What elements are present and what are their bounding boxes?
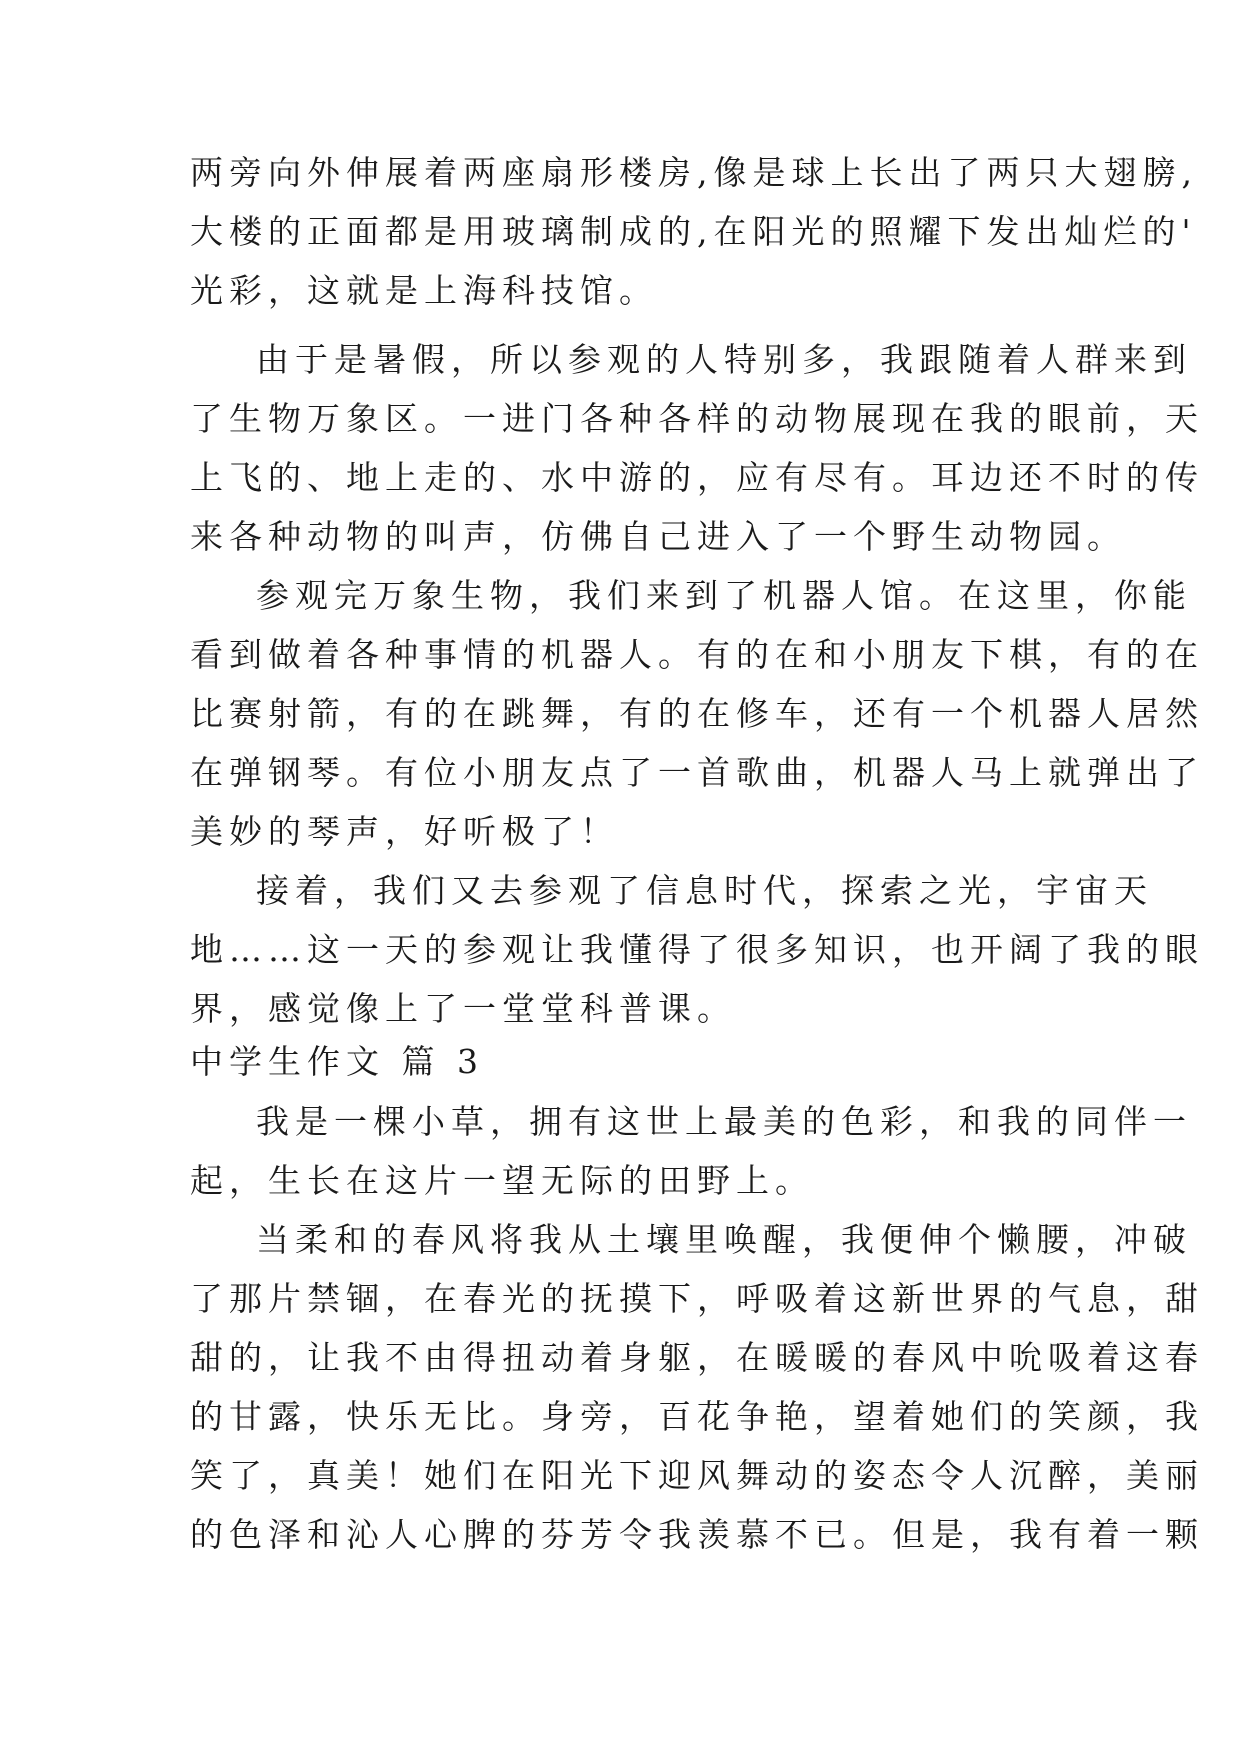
text-line: 上飞的、地上走的、水中游的，应有尽有。耳边还不时的传 <box>190 458 1204 497</box>
text-line: 的甘露，快乐无比。身旁，百花争艳，望着她们的笑颜，我 <box>190 1397 1204 1436</box>
text-line: 了生物万象区。一进门各种各样的动物展现在我的眼前，天 <box>190 399 1204 438</box>
section-heading: 中学生作文 篇 3 <box>190 1042 484 1081</box>
text-line: 在弹钢琴。有位小朋友点了一首歌曲，机器人马上就弹出了 <box>190 753 1204 792</box>
paragraph-first-line: 接着，我们又去参观了信息时代，探索之光，宇宙天 <box>256 871 1153 910</box>
paragraph-first-line: 我是一棵小草，拥有这世上最美的色彩，和我的同伴一 <box>256 1102 1192 1141</box>
paragraph-first-line: 参观完万象生物，我们来到了机器人馆。在这里，你能 <box>256 576 1192 615</box>
text-line: 美妙的琴声，好听极了！ <box>190 812 619 851</box>
text-line: 比赛射箭，有的在跳舞，有的在修车，还有一个机器人居然 <box>190 694 1204 733</box>
text-line: 光彩，这就是上海科技馆。 <box>190 271 658 310</box>
paragraph-first-line: 当柔和的春风将我从土壤里唤醒，我便伸个懒腰，冲破 <box>256 1220 1192 1259</box>
text-line: 的色泽和沁人心脾的芬芳令我羡慕不已。但是，我有着一颗 <box>190 1515 1204 1554</box>
text-line: 笑了，真美！她们在阳光下迎风舞动的姿态令人沉醉，美丽 <box>190 1456 1204 1495</box>
text-line: 两旁向外伸展着两座扇形楼房,像是球上长出了两只大翅膀, <box>190 153 1198 192</box>
text-line: 界，感觉像上了一堂堂科普课。 <box>190 989 736 1028</box>
text-line: 甜的，让我不由得扭动着身躯，在暖暖的春风中吮吸着这春 <box>190 1338 1204 1377</box>
text-line: 起，生长在这片一望无际的田野上。 <box>190 1161 814 1200</box>
text-line: 了那片禁锢，在春光的抚摸下，呼吸着这新世界的气息，甜 <box>190 1279 1204 1318</box>
paragraph-first-line: 由于是暑假，所以参观的人特别多，我跟随着人群来到 <box>256 340 1192 379</box>
text-line: 大楼的正面都是用玻璃制成的,在阳光的照耀下发出灿烂的' <box>190 212 1197 251</box>
text-line: 地……这一天的参观让我懂得了很多知识，也开阔了我的眼 <box>190 930 1204 969</box>
text-line: 来各种动物的叫声，仿佛自己进入了一个野生动物园。 <box>190 517 1126 556</box>
text-line: 看到做着各种事情的机器人。有的在和小朋友下棋，有的在 <box>190 635 1204 674</box>
